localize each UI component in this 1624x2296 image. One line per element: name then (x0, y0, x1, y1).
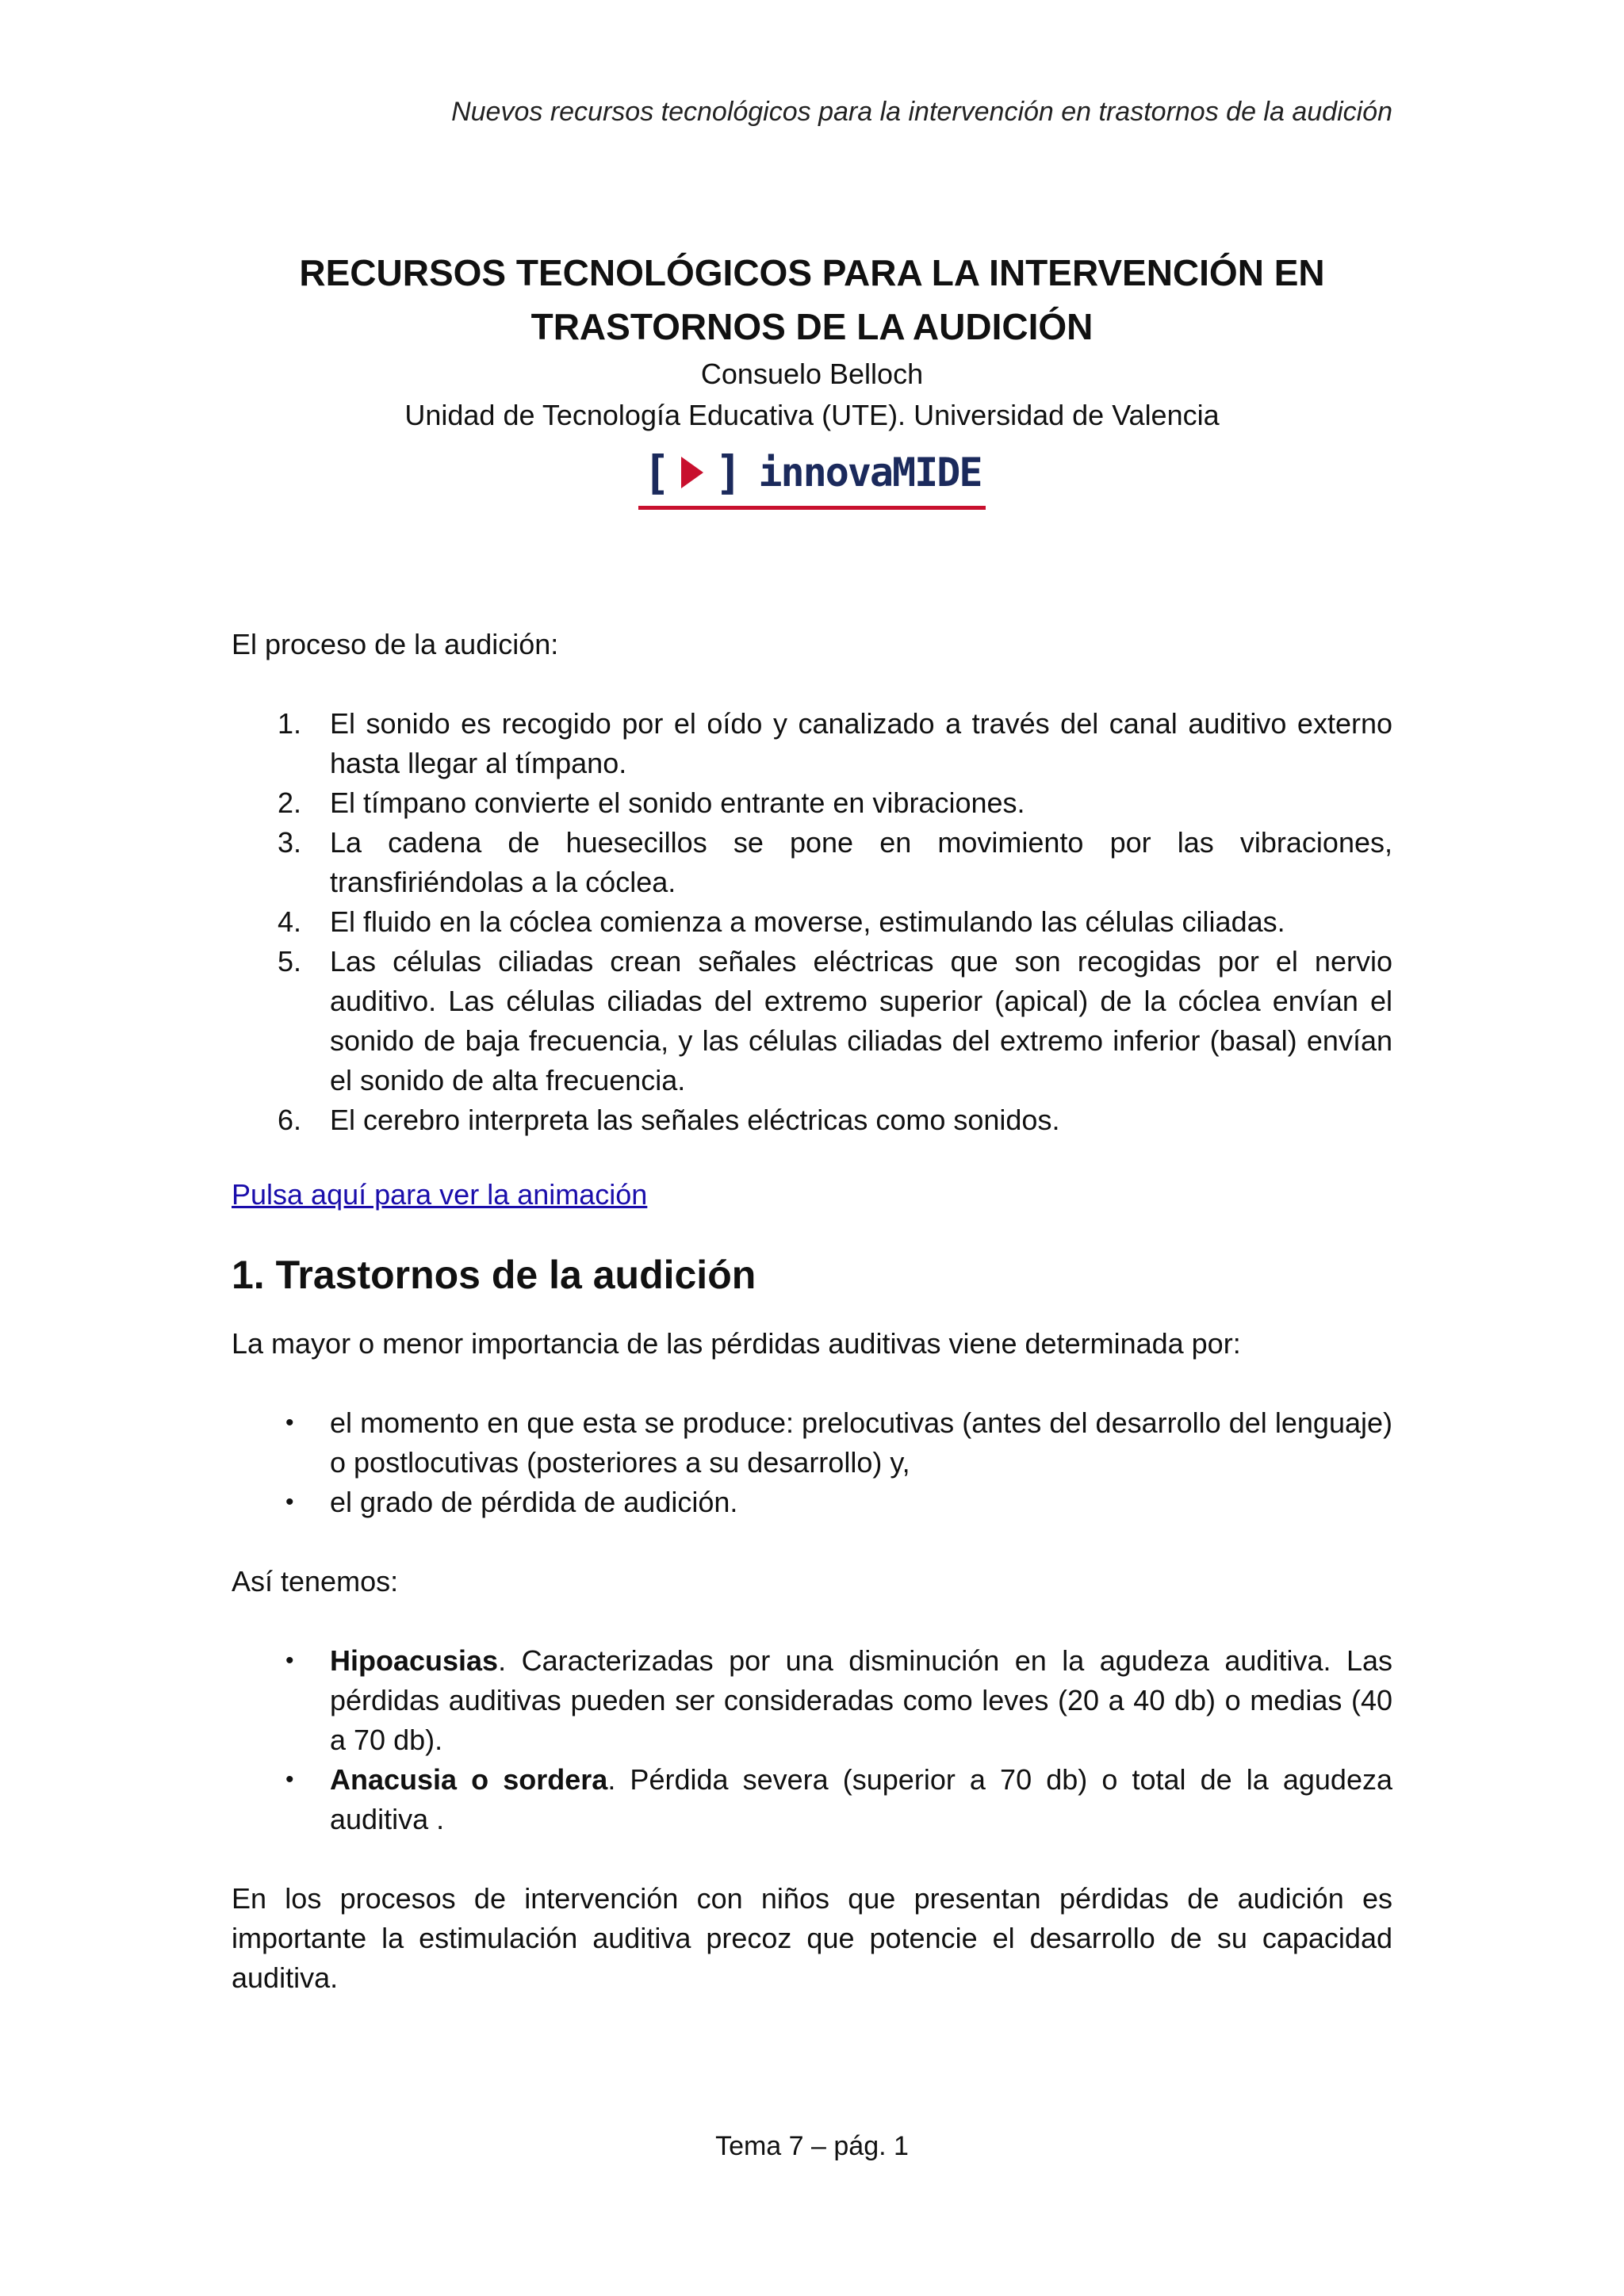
bullet-icon: • (285, 1766, 294, 1793)
section-heading: 1. Trastornos de la audición (232, 1253, 756, 1297)
document-title-line-1: RECURSOS TECNOLÓGICOS PARA LA INTERVENCIÓN EN (299, 252, 1325, 293)
term-hipoacusias: Hipoacusias (330, 1644, 499, 1677)
list-item: 1. El sonido es recogido por el oído y canalizado a través del canal auditivo externo hasta llegar al tímpano. (278, 707, 1392, 779)
term-anacusia: Anacusia o sordera (330, 1763, 608, 1796)
list-item: • Hipoacusias. Caracterizadas por una disminución en la agudeza auditiva. Las pérdidas auditivas pueden ser consideradas como leves (20 a 40 db) o medias (40 a 70 db). (232, 1641, 1392, 1760)
document-title-line-2: TRASTORNOS DE LA AUDICIÓN (530, 306, 1094, 347)
list-item: • el grado de pérdida de audición. (232, 1483, 1392, 1522)
logo-bracket-close: ] (714, 446, 743, 499)
list-item: 2. El tímpano convierte el sonido entrante en vibraciones. (278, 786, 1025, 819)
page-footer: Tema 7 – pág. 1 (715, 2131, 909, 2161)
animation-link-line (232, 1175, 1392, 1215)
list-item: • Anacusia o sordera. Pérdida severa (superior a 70 db) o total de la agudeza auditiva . (232, 1760, 1392, 1839)
types-list (232, 1641, 1392, 1839)
list-item: 5. Las células ciliadas crean señales eléctricas que son recogidas por el nervio auditivo. Las células ciliadas del extremo superior (apical) de la cóclea envían el sonido de baja frecuencia, y las células ciliadas del extremo inferior (basal) envían el sonido de alta frecuencia. (278, 945, 1392, 1096)
hearing-process-list (232, 704, 1392, 1140)
section-lead: La mayor o menor importancia de las pérdidas auditivas viene determinada por: (232, 1327, 1241, 1360)
play-icon (681, 457, 703, 488)
animation-link[interactable]: Pulsa aquí para ver la animación (232, 1178, 648, 1211)
logo-bracket-open: [ (642, 446, 671, 499)
logo-text: innovaMIDE (758, 450, 982, 496)
closing-paragraph: En los procesos de intervención con niños que presentan pérdidas de audición es importante la estimulación auditiva precoz que potencie el desarrollo de su capacidad auditiva. (232, 1882, 1392, 1994)
bullet-icon: • (285, 1489, 294, 1515)
author-name: Consuelo Belloch (700, 358, 924, 390)
title-block (0, 246, 1624, 510)
main-content (232, 625, 1392, 1998)
list-item: 4. El fluido en la cóclea comienza a moverse, estimulando las células ciliadas. (278, 905, 1285, 938)
list-item: • el momento en que esta se produce: prelocutivas (antes del desarrollo del lenguaje) o postlocutivas (posteriores a su desarrollo) y, (232, 1403, 1392, 1483)
innovamide-logo (638, 447, 986, 510)
author-affiliation: Unidad de Tecnología Educativa (UTE). Universidad de Valencia (404, 399, 1220, 431)
factors-list (232, 1403, 1392, 1522)
list-item: 6. El cerebro interpreta las señales eléctricas como sonidos. (278, 1104, 1060, 1136)
intro-lead: El proceso de la audición: (232, 628, 559, 660)
bullet-icon: • (285, 1410, 294, 1436)
types-lead: Así tenemos: (232, 1565, 399, 1598)
running-header: Nuevos recursos tecnológicos para la intervención en trastornos de la audición (451, 97, 1392, 127)
bullet-icon: • (285, 1647, 294, 1674)
list-item: 3. La cadena de huesecillos se pone en movimiento por las vibraciones, transfiriéndolas a la cóclea. (278, 826, 1392, 898)
logo-underline (638, 506, 986, 510)
